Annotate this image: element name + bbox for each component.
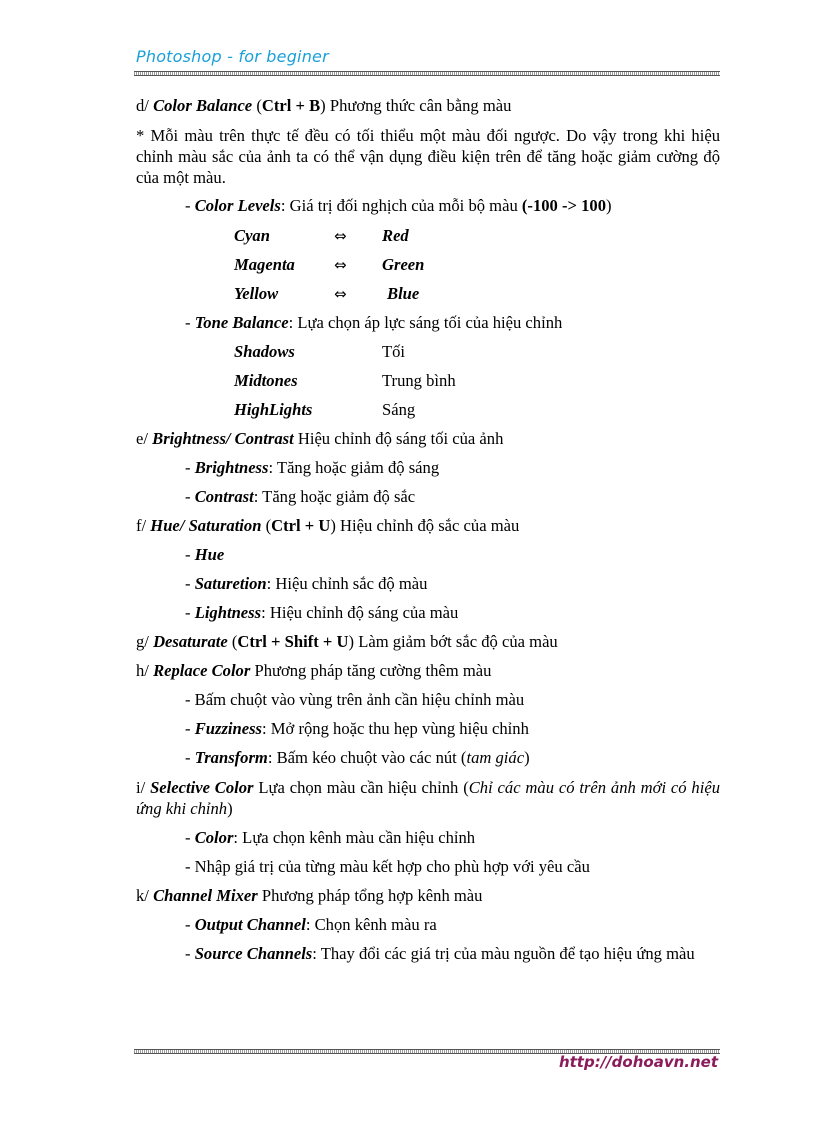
list-item: - Color: Lựa chọn kênh màu cần hiệu chỉnh [185, 828, 476, 847]
list-item: - Output Channel: Chọn kênh màu ra [185, 915, 437, 934]
section-d-shortcut: Ctrl + B [261, 96, 321, 115]
color-pair-row: Yellow ⇔ Blue [234, 284, 420, 303]
list-item: - Transform: Bấm kéo chuột vào các nút (tam giác) [185, 748, 530, 767]
section-k-heading: k/ Channel Mixer Phương pháp tổng hợp kênh màu [136, 886, 483, 905]
list-item: - Hue [185, 545, 225, 564]
tone-row: Shadows Tối [234, 342, 406, 361]
section-g-heading: g/ Desaturate (Ctrl + Shift + U) Làm giảm bớt sắc độ của màu [136, 632, 558, 651]
section-e-heading: e/ Brightness/ Contrast Hiệu chỉnh độ sáng tối của ảnh [136, 429, 504, 448]
tone-balance-item: - Tone Balance: Lựa chọn áp lực sáng tối của hiệu chỉnh [185, 313, 563, 332]
section-d-name: Color Balance [153, 96, 253, 115]
list-item: - Brightness: Tăng hoặc giảm độ sáng [185, 458, 440, 477]
list-item: - Source Channels: Thay đổi các giá trị của màu nguồn để tạo hiệu ứng màu [185, 944, 695, 963]
tone-row: Midtones Trung bình [234, 371, 456, 390]
list-item: - Contrast: Tăng hoặc giảm độ sắc [185, 487, 416, 506]
double-arrow-icon: ⇔ [334, 227, 347, 245]
double-arrow-icon: ⇔ [334, 256, 347, 274]
list-item: - Saturetion: Hiệu chỉnh sắc độ màu [185, 574, 428, 593]
color-pair-row: Magenta ⇔ Green [234, 255, 425, 274]
section-d-heading: d/ Color Balance (Ctrl + B) Phương thức cân bằng màu [136, 96, 512, 115]
tone-row: HighLights Sáng [234, 400, 416, 419]
double-arrow-icon: ⇔ [334, 285, 347, 303]
header-rule [134, 71, 720, 76]
list-item: - Nhập giá trị của từng màu kết hợp cho phù hợp với yêu cầu [185, 857, 590, 876]
footer-url[interactable]: http://dohoavn.net [558, 1053, 718, 1071]
section-d-note: * Mỗi màu trên thực tế đều có tối thiểu một màu đối ngược. Do vậy trong khi hiệu chỉnh màu sắc của ảnh ta có thể vận dụng điều kiện trên để tăng hoặc giảm cường độ của một màu. [136, 126, 720, 187]
section-h-heading: h/ Replace Color Phương pháp tăng cường thêm màu [136, 661, 492, 680]
list-item: - Bấm chuột vào vùng trên ảnh cần hiệu chỉnh màu [185, 690, 525, 709]
color-levels-item: - Color Levels: Giá trị đối nghịch của mỗi bộ màu (-100 -> 100) [185, 196, 612, 215]
color-pair-row: Cyan ⇔ Red [234, 226, 409, 245]
section-i-heading: i/ Selective Color Lựa chọn màu cần hiệu chỉnh (Chỉ các màu có trên ảnh mới có hiệu ứng khi chỉnh) [136, 778, 721, 818]
list-item: - Fuzziness: Mở rộng hoặc thu hẹp vùng hiệu chỉnh [185, 719, 529, 738]
list-item: - Lightness: Hiệu chỉnh độ sáng của màu [185, 603, 459, 622]
header-title: Photoshop - for beginer [136, 47, 329, 66]
section-f-heading: f/ Hue/ Saturation (Ctrl + U) Hiệu chỉnh độ sắc của màu [136, 516, 520, 535]
